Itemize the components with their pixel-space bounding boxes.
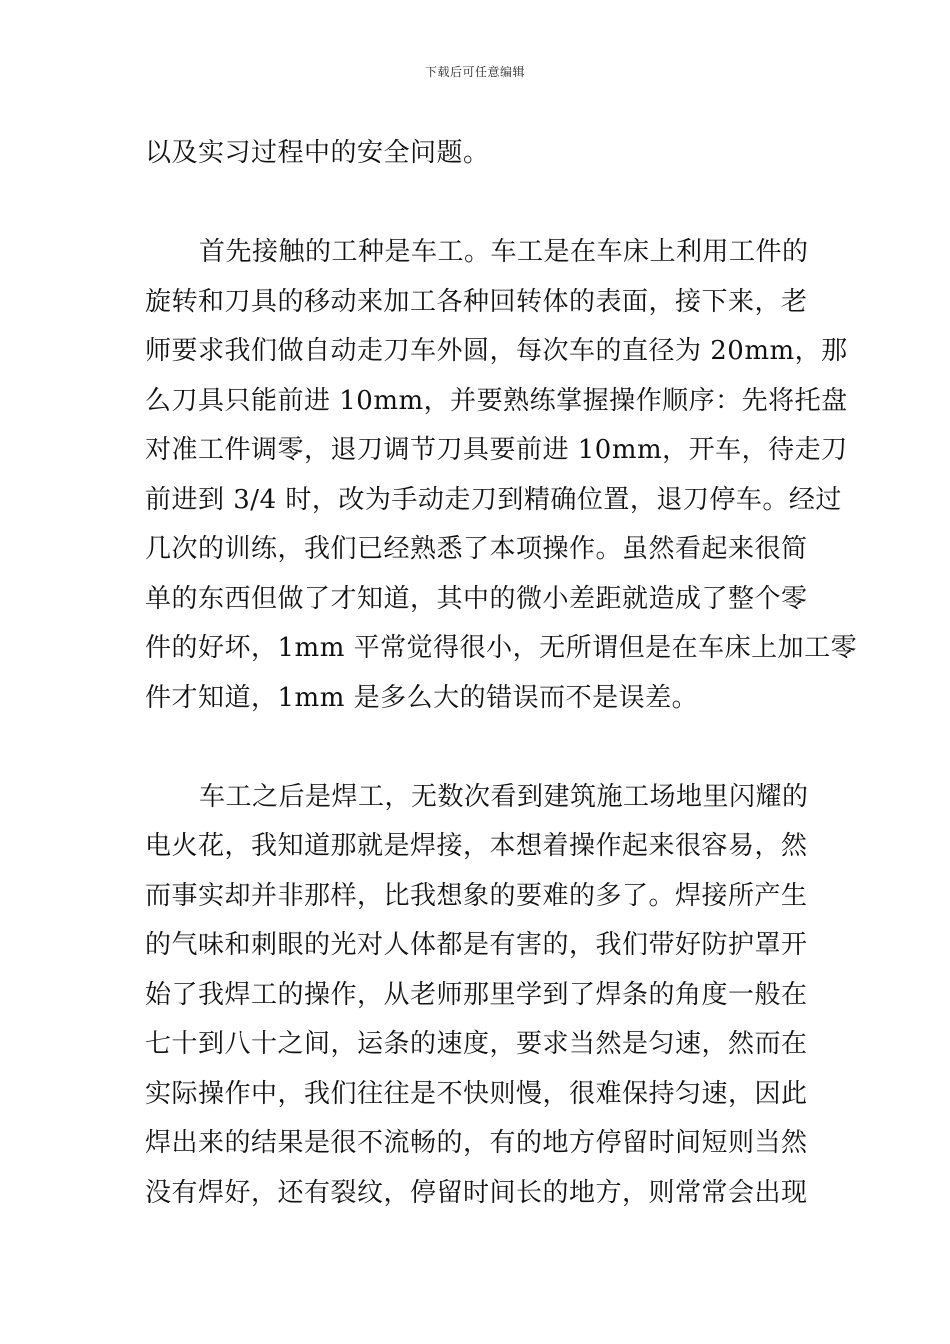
text-line: 焊出来的结果是很不流畅的，有的地方停留时间短则当然: [145, 1128, 808, 1158]
text-line: 的气味和刺眼的光对人体都是有害的，我们带好防护罩开: [145, 930, 808, 960]
text-line: 师要求我们做自动走刀车外圆，每次车的直径为 20mm，那: [145, 336, 848, 366]
paragraph-gap: [145, 723, 807, 773]
text-line: 而事实却并非那样，比我想象的要难的多了。焊接所产生: [145, 880, 808, 911]
paragraph: [145, 773, 807, 1219]
text-line: 件的好坏，1mm 平常觉得很小，无所谓但是在车床上加工零: [145, 633, 858, 663]
text-line: 么刀具只能前进 10mm，并要熟练掌握操作顺序：先将托盘: [145, 385, 848, 416]
text-line: 以及实习过程中的安全问题。: [145, 138, 490, 168]
text-line: 首先接触的工种是车工。车工是在车床上利用工件的: [199, 237, 809, 267]
text-line: 几次的训练，我们已经熟悉了本项操作。虽然看起来很简: [145, 534, 808, 564]
page-header: 下载后可任意编辑: [424, 65, 525, 79]
text-line: 七十到八十之间，运条的速度，要求当然是匀速，然而在: [145, 1029, 808, 1059]
text-line: 旋转和刀具的移动来加工各种回转体的表面，接下来，老: [145, 286, 808, 317]
text-line: 始了我焊工的操作，从老师那里学到了焊条的角度一般在: [145, 979, 808, 1010]
paragraph-gap: [145, 179, 807, 229]
text-line: 件才知道，1mm 是多么大的错误而不是误差。: [145, 682, 699, 713]
paragraph: [145, 129, 807, 179]
paragraph: [145, 228, 858, 723]
text-line: 没有焊好，还有裂纹，停留时间长的地方，则常常会出现: [145, 1177, 808, 1208]
text-line: 单的东西但做了才知道，其中的微小差距就造成了整个零: [145, 583, 808, 614]
text-line: 电火花，我知道那就是焊接，本想着操作起来很容易，然: [145, 831, 808, 861]
document-body: [145, 129, 858, 1218]
text-line: 实际操作中，我们往往是不快则慢，很难保持匀速，因此: [145, 1078, 808, 1109]
text-line: 前进到 3/4 时，改为手动走刀到精确位置，退刀停车。经过: [145, 484, 842, 515]
text-line: 对准工件调零，退刀调节刀具要前进 10mm，开车，待走刀: [145, 435, 848, 465]
text-line: 车工之后是焊工，无数次看到建筑施工场地里闪耀的: [199, 781, 809, 812]
